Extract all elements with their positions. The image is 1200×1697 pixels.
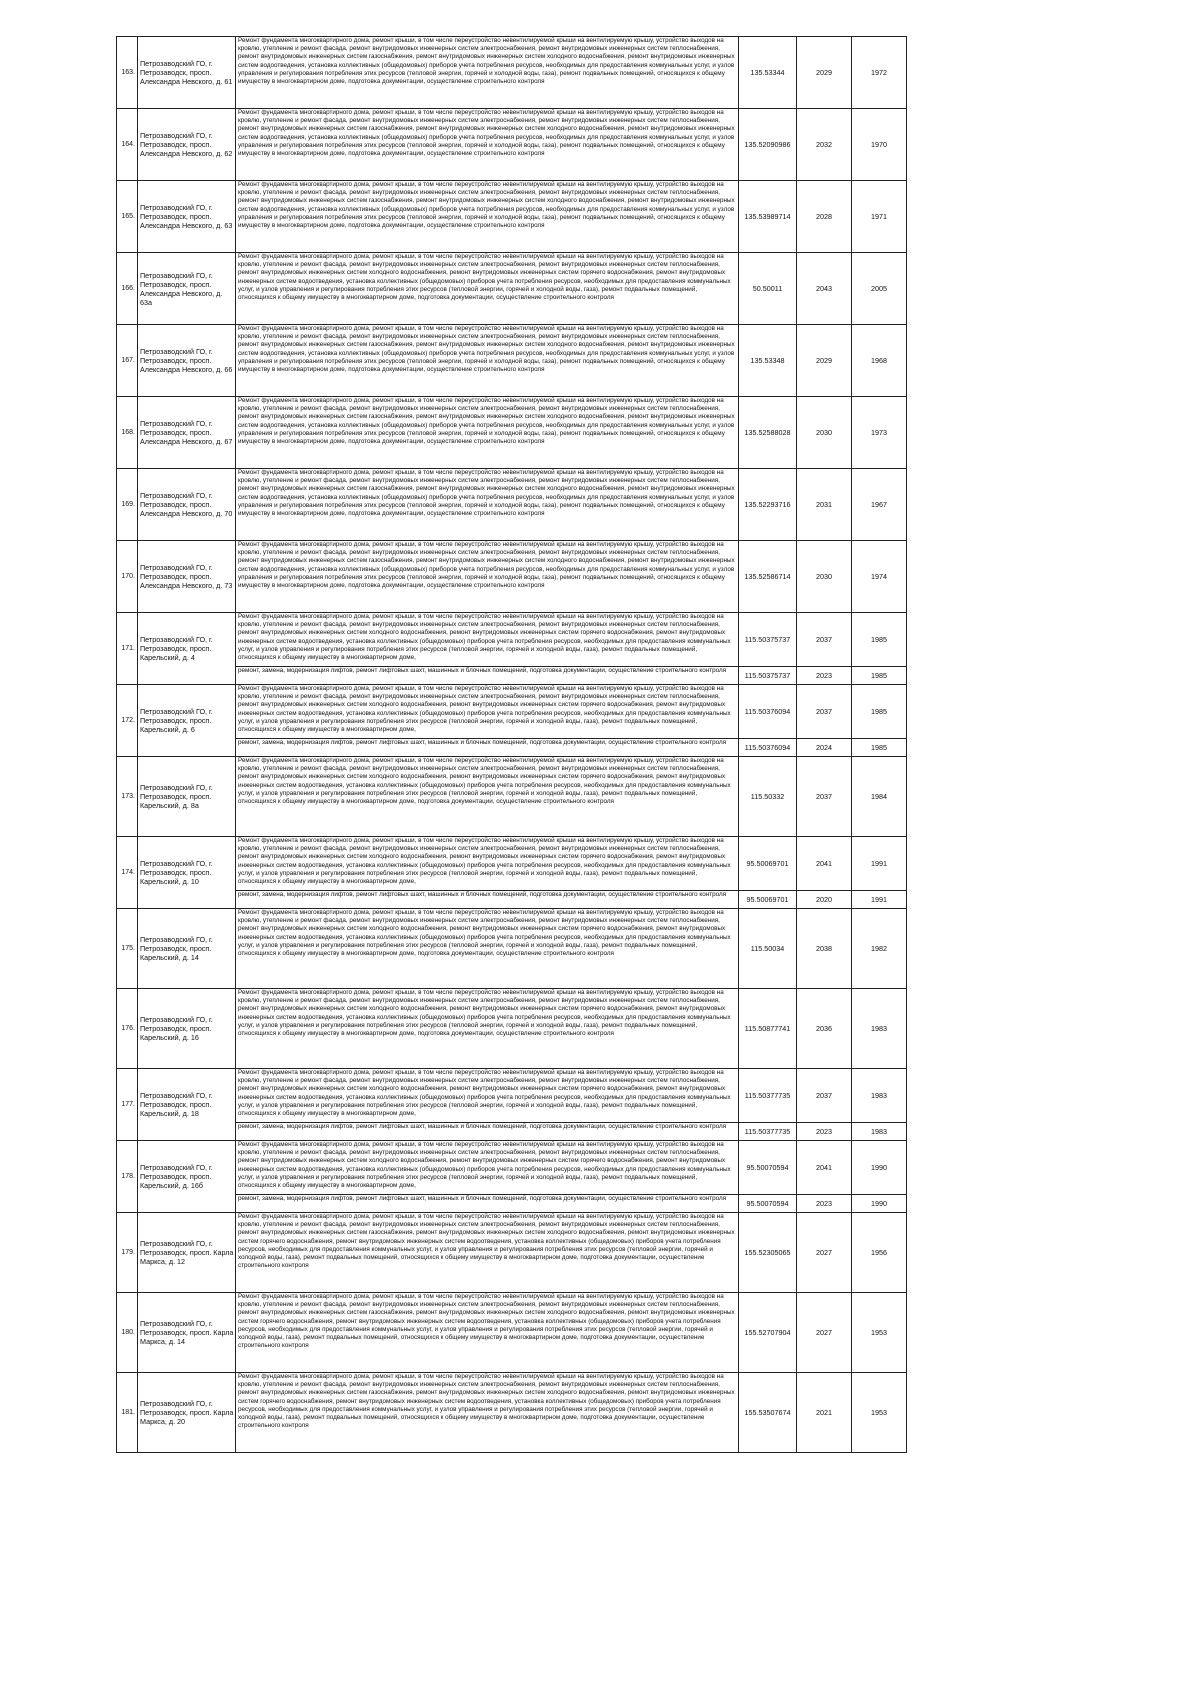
area-cell: 95.50069701 bbox=[739, 837, 797, 891]
build-year-cell: 1972 bbox=[852, 37, 907, 109]
address-cell: Петрозаводский ГО, г. Петрозаводск, просп. Карельский, д. 8а bbox=[138, 757, 236, 837]
table-row bbox=[117, 837, 907, 891]
work-description-cell: Ремонт фундамента многоквартирного дома, ремонт крыши, в том числе переустройство невентилируемой крыши на вентилируемую крышу, устройство выходов на кровлю, утепление и ремонт фасада, ремонт внутридомовых инженерных систем электроснабжения, ремонт внутридомовых инженерных систем теплоснабжения, ремонт внутридомовых инженерных систем холодного водоснабжения, ремонт внутридомовых инженерных систем горячего водоснабжения, ремонт внутридомовых инженерных систем водоотведения, установка коллективных (общедомовых) приборов учета потребления ресурсов, необходимых для предоставления коммунальных услуг, и узлов управления и регулирования потребления этих ресурсов (тепловой энергии, горячей и холодной воды, газа), ремонт подвальных помещений, относящихся к общему имуществу в многоквартирном доме, bbox=[236, 685, 739, 739]
work-description-cell: Ремонт фундамента многоквартирного дома, ремонт крыши, в том числе переустройство невентилируемой крыши на вентилируемую крышу, устройство выходов на кровлю, утепление и ремонт фасада, ремонт внутридомовых инженерных систем электроснабжения, ремонт внутридомовых инженерных систем теплоснабжения, ремонт внутридомовых инженерных систем холодного водоснабжения, ремонт внутридомовых инженерных систем горячего водоснабжения, ремонт внутридомовых инженерных систем водоотведения, установка коллективных (общедомовых) приборов учета потребления ресурсов, необходимых для предоставления коммунальных услуг, и узлов управления и регулирования потребления этих ресурсов (тепловой энергии, горячей и холодной воды, газа), ремонт подвальных помещений, относящихся к общему имуществу в многоквартирном доме, bbox=[236, 613, 739, 667]
build-year-cell: 1953 bbox=[852, 1293, 907, 1373]
build-year-cell: 1985 bbox=[852, 739, 907, 757]
address-cell: Петрозаводский ГО, г. Петрозаводск, просп. Александра Невского, д. 61 bbox=[138, 37, 236, 109]
build-year-cell: 1983 bbox=[852, 1069, 907, 1123]
row-number: 175. bbox=[117, 909, 138, 989]
table-subrow bbox=[117, 891, 907, 909]
area-cell: 115.50377735 bbox=[739, 1069, 797, 1123]
repair-year-cell: 2030 bbox=[797, 397, 852, 469]
work-description-cell: Ремонт фундамента многоквартирного дома, ремонт крыши, в том числе переустройство невентилируемой крыши на вентилируемую крышу, устройство выходов на кровлю, утепление и ремонт фасада, ремонт внутридомовых инженерных систем электроснабжения, ремонт внутридомовых инженерных систем теплоснабжения, ремонт внутридомовых инженерных систем холодного водоснабжения, ремонт внутридомовых инженерных систем горячего водоснабжения, ремонт внутридомовых инженерных систем водоотведения, установка коллективных (общедомовых) приборов учета потребления ресурсов, необходимых для предоставления коммунальных услуг, и узлов управления и регулирования потребления этих ресурсов (тепловой энергии, горячей и холодной воды, газа), ремонт подвальных помещений, относящихся к общему имуществу в многоквартирном доме, подготовка документации, осуществление строительного контроля bbox=[236, 253, 739, 325]
repair-year-cell: 2038 bbox=[797, 909, 852, 989]
repair-year-cell: 2030 bbox=[797, 541, 852, 613]
build-year-cell: 1956 bbox=[852, 1213, 907, 1293]
table-row bbox=[117, 989, 907, 1069]
work-description-cell: Ремонт фундамента многоквартирного дома, ремонт крыши, в том числе переустройство невентилируемой крыши на вентилируемую крышу, устройство выходов на кровлю, утепление и ремонт фасада, ремонт внутридомовых инженерных систем электроснабжения, ремонт внутридомовых инженерных систем теплоснабжения, ремонт внутридомовых инженерных систем холодного водоснабжения, ремонт внутридомовых инженерных систем горячего водоснабжения, ремонт внутридомовых инженерных систем водоотведения, установка коллективных (общедомовых) приборов учета потребления ресурсов, необходимых для предоставления коммунальных услуг, и узлов управления и регулирования потребления этих ресурсов (тепловой энергии, горячей и холодной воды, газа), ремонт подвальных помещений, относящихся к общему имуществу в многоквартирном доме, bbox=[236, 1141, 739, 1195]
table-row bbox=[117, 1141, 907, 1195]
repair-year-cell: 2043 bbox=[797, 253, 852, 325]
work-description-cell: ремонт, замена, модернизация лифтов, ремонт лифтовых шахт, машинных и блочных помещений, подготовка документации, осуществление строительного контроля bbox=[236, 739, 739, 757]
row-number: 169. bbox=[117, 469, 138, 541]
repair-year-cell: 2037 bbox=[797, 613, 852, 667]
work-description-cell: Ремонт фундамента многоквартирного дома, ремонт крыши, в том числе переустройство невентилируемой крыши на вентилируемую крышу, устройство выходов на кровлю, утепление и ремонт фасада, ремонт внутридомовых инженерных систем электроснабжения, ремонт внутридомовых инженерных систем теплоснабжения, ремонт внутридомовых инженерных систем холодного водоснабжения, ремонт внутридомовых инженерных систем горячего водоснабжения, ремонт внутридомовых инженерных систем водоотведения, установка коллективных (общедомовых) приборов учета потребления ресурсов, необходимых для предоставления коммунальных услуг, и узлов управления и регулирования потребления этих ресурсов (тепловой энергии, горячей и холодной воды, газа), ремонт подвальных помещений, относящихся к общему имуществу в многоквартирном доме, bbox=[236, 1069, 739, 1123]
row-number: 173. bbox=[117, 757, 138, 837]
build-year-cell: 1982 bbox=[852, 909, 907, 989]
work-description-cell: Ремонт фундамента многоквартирного дома, ремонт крыши, в том числе переустройство невентилируемой крыши на вентилируемую крышу, устройство выходов на кровлю, утепление и ремонт фасада, ремонт внутридомовых инженерных систем электроснабжения, ремонт внутридомовых инженерных систем теплоснабжения, ремонт внутридомовых инженерных систем газоснабжения, ремонт внутридомовых инженерных систем холодного водоснабжения, ремонт внутридомовых инженерных систем водоотведения, установка коллективных (общедомовых) приборов учета потребления ресурсов, необходимых для предоставления коммунальных услуг, и узлов управления и регулирования потребления этих ресурсов (тепловой энергии, горячей и холодной воды, газа), ремонт подвальных помещений, относящихся к общему имуществу в многоквартирном доме, подготовка документации, осуществление строительного контроля bbox=[236, 181, 739, 253]
address-cell: Петрозаводский ГО, г. Петрозаводск, просп. Александра Невского, д. 63 bbox=[138, 181, 236, 253]
build-year-cell: 1953 bbox=[852, 1373, 907, 1453]
build-year-cell: 1990 bbox=[852, 1141, 907, 1195]
repair-year-cell: 2020 bbox=[797, 891, 852, 909]
area-cell: 95.50070594 bbox=[739, 1195, 797, 1213]
build-year-cell: 1970 bbox=[852, 109, 907, 181]
address-cell: Петрозаводский ГО, г. Петрозаводск, просп. Александра Невского, д. 67 bbox=[138, 397, 236, 469]
table-body bbox=[117, 37, 907, 1453]
address-cell: Петрозаводский ГО, г. Петрозаводск, просп. Карла Маркса, д. 20 bbox=[138, 1373, 236, 1453]
repair-year-cell: 2036 bbox=[797, 989, 852, 1069]
table-row bbox=[117, 37, 907, 109]
repair-year-cell: 2023 bbox=[797, 667, 852, 685]
table-row bbox=[117, 757, 907, 837]
address-cell: Петрозаводский ГО, г. Петрозаводск, просп. Александра Невского, д. 70 bbox=[138, 469, 236, 541]
area-cell: 135.53989714 bbox=[739, 181, 797, 253]
row-number: 170. bbox=[117, 541, 138, 613]
address-cell: Петрозаводский ГО, г. Петрозаводск, просп. Александра Невского, д. 62 bbox=[138, 109, 236, 181]
row-number: 181. bbox=[117, 1373, 138, 1453]
address-cell: Петрозаводский ГО, г. Петрозаводск, просп. Карельский, д. 6 bbox=[138, 685, 236, 757]
table-subrow bbox=[117, 1195, 907, 1213]
repair-year-cell: 2024 bbox=[797, 739, 852, 757]
build-year-cell: 1991 bbox=[852, 837, 907, 891]
build-year-cell: 2005 bbox=[852, 253, 907, 325]
build-year-cell: 1984 bbox=[852, 757, 907, 837]
build-year-cell: 1985 bbox=[852, 667, 907, 685]
work-description-cell: Ремонт фундамента многоквартирного дома, ремонт крыши, в том числе переустройство невентилируемой крыши на вентилируемую крышу, устройство выходов на кровлю, утепление и ремонт фасада, ремонт внутридомовых инженерных систем электроснабжения, ремонт внутридомовых инженерных систем теплоснабжения, ремонт внутридомовых инженерных систем газоснабжения, ремонт внутридомовых инженерных систем холодного водоснабжения, ремонт внутридомовых инженерных систем горячего водоснабжения, ремонт внутридомовых инженерных систем водоотведения, установка коллективных (общедомовых) приборов учета потребления ресурсов, необходимых для предоставления коммунальных услуг, и узлов управления и регулирования потребления этих ресурсов (тепловой энергии, горячей и холодной воды, газа), ремонт подвальных помещений, относящихся к общему имуществу в многоквартирном доме, подготовка документации, осуществление строительного контроля bbox=[236, 1213, 739, 1293]
repair-year-cell: 2023 bbox=[797, 1123, 852, 1141]
build-year-cell: 1983 bbox=[852, 989, 907, 1069]
table-row bbox=[117, 541, 907, 613]
table-row bbox=[117, 397, 907, 469]
row-number: 172. bbox=[117, 685, 138, 757]
build-year-cell: 1985 bbox=[852, 613, 907, 667]
address-cell: Петрозаводский ГО, г. Петрозаводск, просп. Карла Маркса, д. 14 bbox=[138, 1293, 236, 1373]
area-cell: 115.50877741 bbox=[739, 989, 797, 1069]
table-row bbox=[117, 1293, 907, 1373]
row-number: 168. bbox=[117, 397, 138, 469]
repair-year-cell: 2027 bbox=[797, 1293, 852, 1373]
build-year-cell: 1973 bbox=[852, 397, 907, 469]
table-row bbox=[117, 613, 907, 667]
area-cell: 95.50070594 bbox=[739, 1141, 797, 1195]
work-description-cell: Ремонт фундамента многоквартирного дома, ремонт крыши, в том числе переустройство невентилируемой крыши на вентилируемую крышу, устройство выходов на кровлю, утепление и ремонт фасада, ремонт внутридомовых инженерных систем электроснабжения, ремонт внутридомовых инженерных систем теплоснабжения, ремонт внутридомовых инженерных систем холодного водоснабжения, ремонт внутридомовых инженерных систем горячего водоснабжения, ремонт внутридомовых инженерных систем водоотведения, установка коллективных (общедомовых) приборов учета потребления ресурсов, необходимых для предоставления коммунальных услуг, и узлов управления и регулирования потребления этих ресурсов (тепловой энергии, горячей и холодной воды, газа), ремонт подвальных помещений, относящихся к общему имуществу в многоквартирном доме, подготовка документации, осуществление строительного контроля bbox=[236, 989, 739, 1069]
area-cell: 95.50069701 bbox=[739, 891, 797, 909]
work-description-cell: ремонт, замена, модернизация лифтов, ремонт лифтовых шахт, машинных и блочных помещений, подготовка документации, осуществление строительного контроля bbox=[236, 1123, 739, 1141]
area-cell: 155.53507674 bbox=[739, 1373, 797, 1453]
address-cell: Петрозаводский ГО, г. Петрозаводск, просп. Карельский, д. 16 bbox=[138, 989, 236, 1069]
work-description-cell: Ремонт фундамента многоквартирного дома, ремонт крыши, в том числе переустройство невентилируемой крыши на вентилируемую крышу, устройство выходов на кровлю, утепление и ремонт фасада, ремонт внутридомовых инженерных систем электроснабжения, ремонт внутридомовых инженерных систем теплоснабжения, ремонт внутридомовых инженерных систем холодного водоснабжения, ремонт внутридомовых инженерных систем горячего водоснабжения, ремонт внутридомовых инженерных систем водоотведения, установка коллективных (общедомовых) приборов учета потребления ресурсов, необходимых для предоставления коммунальных услуг, и узлов управления и регулирования потребления этих ресурсов (тепловой энергии, горячей и холодной воды, газа), ремонт подвальных помещений, относящихся к общему имуществу в многоквартирном доме, подготовка документации, осуществление строительного контроля bbox=[236, 757, 739, 837]
build-year-cell: 1968 bbox=[852, 325, 907, 397]
address-cell: Петрозаводский ГО, г. Петрозаводск, просп. Александра Невского, д. 63а bbox=[138, 253, 236, 325]
area-cell: 115.50332 bbox=[739, 757, 797, 837]
work-description-cell: Ремонт фундамента многоквартирного дома, ремонт крыши, в том числе переустройство невентилируемой крыши на вентилируемую крышу, устройство выходов на кровлю, утепление и ремонт фасада, ремонт внутридомовых инженерных систем электроснабжения, ремонт внутридомовых инженерных систем теплоснабжения, ремонт внутридомовых инженерных систем газоснабжения, ремонт внутридомовых инженерных систем холодного водоснабжения, ремонт внутридомовых инженерных систем водоотведения, установка коллективных (общедомовых) приборов учета потребления ресурсов, необходимых для предоставления коммунальных услуг, и узлов управления и регулирования потребления этих ресурсов (тепловой энергии, горячей и холодной воды, газа), ремонт подвальных помещений, относящихся к общему имуществу в многоквартирном доме, подготовка документации, осуществление строительного контроля bbox=[236, 397, 739, 469]
repair-year-cell: 2037 bbox=[797, 1069, 852, 1123]
row-number: 164. bbox=[117, 109, 138, 181]
repair-year-cell: 2037 bbox=[797, 685, 852, 739]
area-cell: 135.52586714 bbox=[739, 541, 797, 613]
area-cell: 115.50034 bbox=[739, 909, 797, 989]
address-cell: Петрозаводский ГО, г. Петрозаводск, просп. Карельский, д. 4 bbox=[138, 613, 236, 685]
address-cell: Петрозаводский ГО, г. Петрозаводск, просп. Карельский, д. 10 bbox=[138, 837, 236, 909]
area-cell: 135.52090986 bbox=[739, 109, 797, 181]
area-cell: 155.52707904 bbox=[739, 1293, 797, 1373]
build-year-cell: 1991 bbox=[852, 891, 907, 909]
area-cell: 115.50375737 bbox=[739, 613, 797, 667]
work-description-cell: Ремонт фундамента многоквартирного дома, ремонт крыши, в том числе переустройство невентилируемой крыши на вентилируемую крышу, устройство выходов на кровлю, утепление и ремонт фасада, ремонт внутридомовых инженерных систем электроснабжения, ремонт внутридомовых инженерных систем теплоснабжения, ремонт внутридомовых инженерных систем газоснабжения, ремонт внутридомовых инженерных систем холодного водоснабжения, ремонт внутридомовых инженерных систем водоотведения, установка коллективных (общедомовых) приборов учета потребления ресурсов, необходимых для предоставления коммунальных услуг, и узлов управления и регулирования потребления этих ресурсов (тепловой энергии, горячей и холодной воды, газа), ремонт подвальных помещений, относящихся к общему имуществу в многоквартирном доме, подготовка документации, осуществление строительного контроля bbox=[236, 109, 739, 181]
table-row bbox=[117, 253, 907, 325]
table-subrow bbox=[117, 667, 907, 685]
area-cell: 135.52293716 bbox=[739, 469, 797, 541]
row-number: 166. bbox=[117, 253, 138, 325]
capital-repair-table bbox=[116, 36, 907, 1453]
table-row bbox=[117, 469, 907, 541]
work-description-cell: Ремонт фундамента многоквартирного дома, ремонт крыши, в том числе переустройство невентилируемой крыши на вентилируемую крышу, устройство выходов на кровлю, утепление и ремонт фасада, ремонт внутридомовых инженерных систем электроснабжения, ремонт внутридомовых инженерных систем теплоснабжения, ремонт внутридомовых инженерных систем холодного водоснабжения, ремонт внутридомовых инженерных систем горячего водоснабжения, ремонт внутридомовых инженерных систем водоотведения, установка коллективных (общедомовых) приборов учета потребления ресурсов, необходимых для предоставления коммунальных услуг, и узлов управления и регулирования потребления этих ресурсов (тепловой энергии, горячей и холодной воды, газа), ремонт подвальных помещений, относящихся к общему имуществу в многоквартирном доме, bbox=[236, 837, 739, 891]
row-number: 167. bbox=[117, 325, 138, 397]
table-subrow bbox=[117, 1123, 907, 1141]
repair-year-cell: 2029 bbox=[797, 37, 852, 109]
row-number: 163. bbox=[117, 37, 138, 109]
address-cell: Петрозаводский ГО, г. Петрозаводск, просп. Карельский, д. 14 bbox=[138, 909, 236, 989]
area-cell: 50.50011 bbox=[739, 253, 797, 325]
build-year-cell: 1967 bbox=[852, 469, 907, 541]
row-number: 178. bbox=[117, 1141, 138, 1213]
build-year-cell: 1983 bbox=[852, 1123, 907, 1141]
build-year-cell: 1971 bbox=[852, 181, 907, 253]
area-cell: 115.50376094 bbox=[739, 685, 797, 739]
work-description-cell: ремонт, замена, модернизация лифтов, ремонт лифтовых шахт, машинных и блочных помещений, подготовка документации, осуществление строительного контроля bbox=[236, 1195, 739, 1213]
table-row bbox=[117, 685, 907, 739]
area-cell: 135.53348 bbox=[739, 325, 797, 397]
repair-year-cell: 2028 bbox=[797, 181, 852, 253]
table-row bbox=[117, 181, 907, 253]
area-cell: 115.50375737 bbox=[739, 667, 797, 685]
repair-year-cell: 2041 bbox=[797, 837, 852, 891]
address-cell: Петрозаводский ГО, г. Петрозаводск, просп. Карельский, д. 18 bbox=[138, 1069, 236, 1141]
work-description-cell: ремонт, замена, модернизация лифтов, ремонт лифтовых шахт, машинных и блочных помещений, подготовка документации, осуществление строительного контроля bbox=[236, 667, 739, 685]
area-cell: 115.50376094 bbox=[739, 739, 797, 757]
repair-year-cell: 2027 bbox=[797, 1213, 852, 1293]
build-year-cell: 1974 bbox=[852, 541, 907, 613]
area-cell: 155.52305065 bbox=[739, 1213, 797, 1293]
address-cell: Петрозаводский ГО, г. Петрозаводск, просп. Карла Маркса, д. 12 bbox=[138, 1213, 236, 1293]
row-number: 171. bbox=[117, 613, 138, 685]
repair-year-cell: 2031 bbox=[797, 469, 852, 541]
area-cell: 135.53344 bbox=[739, 37, 797, 109]
repair-year-cell: 2041 bbox=[797, 1141, 852, 1195]
row-number: 180. bbox=[117, 1293, 138, 1373]
repair-year-cell: 2029 bbox=[797, 325, 852, 397]
work-description-cell: Ремонт фундамента многоквартирного дома, ремонт крыши, в том числе переустройство невентилируемой крыши на вентилируемую крышу, устройство выходов на кровлю, утепление и ремонт фасада, ремонт внутридомовых инженерных систем электроснабжения, ремонт внутридомовых инженерных систем теплоснабжения, ремонт внутридомовых инженерных систем газоснабжения, ремонт внутридомовых инженерных систем холодного водоснабжения, ремонт внутридомовых инженерных систем водоотведения, установка коллективных (общедомовых) приборов учета потребления ресурсов, необходимых для предоставления коммунальных услуг, и узлов управления и регулирования потребления этих ресурсов (тепловой энергии, горячей и холодной воды, газа), ремонт подвальных помещений, относящихся к общему имуществу в многоквартирном доме, подготовка документации, осуществление строительного контроля bbox=[236, 469, 739, 541]
address-cell: Петрозаводский ГО, г. Петрозаводск, просп. Александра Невского, д. 73 bbox=[138, 541, 236, 613]
table-row bbox=[117, 1213, 907, 1293]
build-year-cell: 1990 bbox=[852, 1195, 907, 1213]
table-row bbox=[117, 909, 907, 989]
table-row bbox=[117, 1373, 907, 1453]
repair-year-cell: 2037 bbox=[797, 757, 852, 837]
table-row bbox=[117, 325, 907, 397]
repair-year-cell: 2021 bbox=[797, 1373, 852, 1453]
repair-year-cell: 2023 bbox=[797, 1195, 852, 1213]
work-description-cell: Ремонт фундамента многоквартирного дома, ремонт крыши, в том числе переустройство невентилируемой крыши на вентилируемую крышу, устройство выходов на кровлю, утепление и ремонт фасада, ремонт внутридомовых инженерных систем электроснабжения, ремонт внутридомовых инженерных систем теплоснабжения, ремонт внутридомовых инженерных систем газоснабжения, ремонт внутридомовых инженерных систем холодного водоснабжения, ремонт внутридомовых инженерных систем водоотведения, установка коллективных (общедомовых) приборов учета потребления ресурсов, необходимых для предоставления коммунальных услуг, и узлов управления и регулирования потребления этих ресурсов (тепловой энергии, горячей и холодной воды, газа), ремонт подвальных помещений, относящихся к общему имуществу в многоквартирном доме, подготовка документации, осуществление строительного контроля bbox=[236, 541, 739, 613]
address-cell: Петрозаводский ГО, г. Петрозаводск, просп. Карельский, д. 16б bbox=[138, 1141, 236, 1213]
row-number: 176. bbox=[117, 989, 138, 1069]
area-cell: 115.50377735 bbox=[739, 1123, 797, 1141]
row-number: 179. bbox=[117, 1213, 138, 1293]
table-row bbox=[117, 109, 907, 181]
area-cell: 135.52588028 bbox=[739, 397, 797, 469]
build-year-cell: 1985 bbox=[852, 685, 907, 739]
work-description-cell: Ремонт фундамента многоквартирного дома, ремонт крыши, в том числе переустройство невентилируемой крыши на вентилируемую крышу, устройство выходов на кровлю, утепление и ремонт фасада, ремонт внутридомовых инженерных систем электроснабжения, ремонт внутридомовых инженерных систем теплоснабжения, ремонт внутридомовых инженерных систем холодного водоснабжения, ремонт внутридомовых инженерных систем горячего водоснабжения, ремонт внутридомовых инженерных систем водоотведения, установка коллективных (общедомовых) приборов учета потребления ресурсов, необходимых для предоставления коммунальных услуг, и узлов управления и регулирования потребления этих ресурсов (тепловой энергии, горячей и холодной воды, газа), ремонт подвальных помещений, относящихся к общему имуществу в многоквартирном доме, подготовка документации, осуществление строительного контроля bbox=[236, 909, 739, 989]
work-description-cell: Ремонт фундамента многоквартирного дома, ремонт крыши, в том числе переустройство невентилируемой крыши на вентилируемую крышу, устройство выходов на кровлю, утепление и ремонт фасада, ремонт внутридомовых инженерных систем электроснабжения, ремонт внутридомовых инженерных систем теплоснабжения, ремонт внутридомовых инженерных систем газоснабжения, ремонт внутридомовых инженерных систем холодного водоснабжения, ремонт внутридомовых инженерных систем горячего водоснабжения, ремонт внутридомовых инженерных систем водоотведения, установка коллективных (общедомовых) приборов учета потребления ресурсов, необходимых для предоставления коммунальных услуг, и узлов управления и регулирования потребления этих ресурсов (тепловой энергии, горячей и холодной воды, газа), ремонт подвальных помещений, относящихся к общему имуществу в многоквартирном доме, подготовка документации, осуществление строительного контроля bbox=[236, 1373, 739, 1453]
work-description-cell: Ремонт фундамента многоквартирного дома, ремонт крыши, в том числе переустройство невентилируемой крыши на вентилируемую крышу, устройство выходов на кровлю, утепление и ремонт фасада, ремонт внутридомовых инженерных систем электроснабжения, ремонт внутридомовых инженерных систем теплоснабжения, ремонт внутридомовых инженерных систем газоснабжения, ремонт внутридомовых инженерных систем холодного водоснабжения, ремонт внутридомовых инженерных систем водоотведения, установка коллективных (общедомовых) приборов учета потребления ресурсов, необходимых для предоставления коммунальных услуг, и узлов управления и регулирования потребления этих ресурсов (тепловой энергии, горячей и холодной воды, газа), ремонт подвальных помещений, относящихся к общему имуществу в многоквартирном доме, подготовка документации, осуществление строительного контроля bbox=[236, 325, 739, 397]
table-row bbox=[117, 1069, 907, 1123]
repair-year-cell: 2032 bbox=[797, 109, 852, 181]
row-number: 177. bbox=[117, 1069, 138, 1141]
work-description-cell: Ремонт фундамента многоквартирного дома, ремонт крыши, в том числе переустройство невентилируемой крыши на вентилируемую крышу, устройство выходов на кровлю, утепление и ремонт фасада, ремонт внутридомовых инженерных систем электроснабжения, ремонт внутридомовых инженерных систем теплоснабжения, ремонт внутридомовых инженерных систем газоснабжения, ремонт внутридомовых инженерных систем холодного водоснабжения, ремонт внутридомовых инженерных систем горячего водоснабжения, ремонт внутридомовых инженерных систем водоотведения, установка коллективных (общедомовых) приборов учета потребления ресурсов, необходимых для предоставления коммунальных услуг, и узлов управления и регулирования потребления этих ресурсов (тепловой энергии, горячей и холодной воды, газа), ремонт подвальных помещений, относящихся к общему имуществу в многоквартирном доме, подготовка документации, осуществление строительного контроля bbox=[236, 1293, 739, 1373]
row-number: 165. bbox=[117, 181, 138, 253]
row-number: 174. bbox=[117, 837, 138, 909]
address-cell: Петрозаводский ГО, г. Петрозаводск, просп. Александра Невского, д. 66 bbox=[138, 325, 236, 397]
table-subrow bbox=[117, 739, 907, 757]
work-description-cell: ремонт, замена, модернизация лифтов, ремонт лифтовых шахт, машинных и блочных помещений, подготовка документации, осуществление строительного контроля bbox=[236, 891, 739, 909]
work-description-cell: Ремонт фундамента многоквартирного дома, ремонт крыши, в том числе переустройство невентилируемой крыши на вентилируемую крышу, устройство выходов на кровлю, утепление и ремонт фасада, ремонт внутридомовых инженерных систем электроснабжения, ремонт внутридомовых инженерных систем теплоснабжения, ремонт внутридомовых инженерных систем газоснабжения, ремонт внутридомовых инженерных систем холодного водоснабжения, ремонт внутридомовых инженерных систем водоотведения, установка коллективных (общедомовых) приборов учета потребления ресурсов, необходимых для предоставления коммунальных услуг, и узлов управления и регулирования потребления этих ресурсов (тепловой энергии, горячей и холодной воды, газа), ремонт подвальных помещений, относящихся к общему имуществу в многоквартирном доме, подготовка документации, осуществление строительного контроля bbox=[236, 37, 739, 109]
